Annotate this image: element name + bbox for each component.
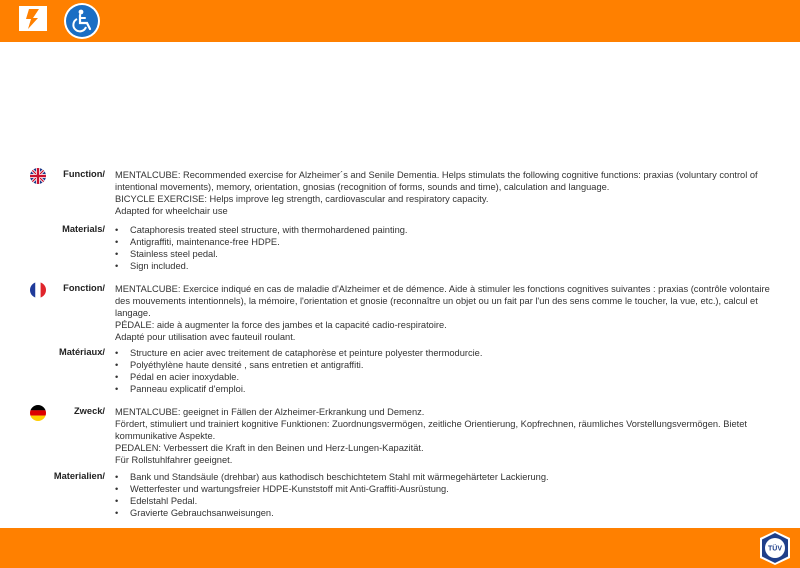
list-item: • Gravierte Gebrauchsanweisungen. [115, 507, 755, 519]
france-flag-icon [30, 282, 46, 298]
list-item: • Antigraffiti, maintenance-free HDPE. [115, 236, 755, 248]
materials-list [115, 471, 755, 519]
list-item: • Structure en acier avec treitement de cataphorèse et peinture polyester thermodurcie. [115, 347, 755, 359]
list-item: • Polyéthylène haute densité , sans entretien et antigraffiti. [115, 359, 755, 371]
function-line: BICYCLE EXERCISE: Helps improve leg strength, cardiovascular and respiratory capacity. [115, 194, 489, 204]
uk-flag-icon [30, 168, 46, 184]
function-label: Fonction/ [63, 283, 105, 293]
materials-label: Materialien/ [53, 471, 105, 481]
materials-list [115, 224, 755, 272]
function-label: Zweck/ [73, 406, 105, 416]
list-item: • Pédal en acier inoxydable. [115, 371, 755, 383]
function-text [115, 406, 770, 466]
function-line: Für Rollstuhlfahrer geeignet. [115, 455, 233, 465]
function-line: Adapté pour utilisation avec fauteuil roulant. [115, 332, 296, 342]
tuv-certification-icon [757, 530, 793, 566]
function-line: PÉDALE: aide à augmenter la force des jambes et la capacité cadio-respiratoire. [115, 320, 447, 330]
function-line: PEDALEN: Verbessert die Kraft in den Beinen und Herz-Lungen-Kapazität. [115, 443, 424, 453]
list-item: • Edelstahl Pedal. [115, 495, 755, 507]
materials-list [115, 347, 755, 395]
function-line: MENTALCUBE: Exercice indiqué en cas de maladie d'Alzheimer et de démence. Aide à stimuler les fonctions cognitives suivantes : praxias (contrôle volontaire des mouvements intentionnels), la mémoire, l'orientation et gnosie (reconnaître un objet ou un fait par l'un des sens comme le toucher, la vue, etc.), calcul et langage. [115, 284, 770, 318]
function-line: MENTALCUBE: geeignet in Fällen der Alzheimer-Erkrankung und Demenz. [115, 407, 425, 417]
footer-band [0, 528, 800, 568]
header-band [0, 0, 800, 42]
wheelchair-icon [66, 5, 98, 37]
function-line: Fördert, stimuliert und trainiert kognitive Funktionen: Zuordnungsvermögen, zeitliche Orientierung, Kopfrechnen, räumliches Vorstellungsvermögen. Bietet kommunikative Aspekte. [115, 419, 747, 441]
function-line: MENTALCUBE: Recommended exercise for Alzheimer´s and Senile Dementia. Helps stimulats the following cognitive functions: praxias (voluntary control of intentional movements), memory, orientation, gnosias (recognition of forms, sounds and time), calculation and language. [115, 170, 758, 192]
list-item: • Panneau explicatif d'emploi. [115, 383, 755, 395]
list-item: • Wetterfester und wartungsfreier HDPE-Kunststoff mit Anti-Graffiti-Ausrüstung. [115, 483, 755, 495]
function-label: Function/ [63, 169, 105, 179]
function-text [115, 283, 770, 343]
tuv-text: TÜV [768, 545, 782, 553]
function-text [115, 169, 770, 217]
list-item: • Bank und Standsäule (drehbar) aus kathodisch beschichtetem Stahl mit wärmegehärteter Lackierung. [115, 471, 755, 483]
brand-logo-icon [19, 6, 47, 31]
list-item: • Cataphoresis treated steel structure, with thermohardened painting. [115, 224, 755, 236]
germany-flag-icon [30, 405, 46, 421]
materials-label: Matériaux/ [59, 347, 105, 357]
list-item: • Sign included. [115, 260, 755, 272]
list-item: • Stainless steel pedal. [115, 248, 755, 260]
materials-label: Materials/ [62, 224, 105, 234]
function-line: Adapted for wheelchair use [115, 206, 228, 216]
